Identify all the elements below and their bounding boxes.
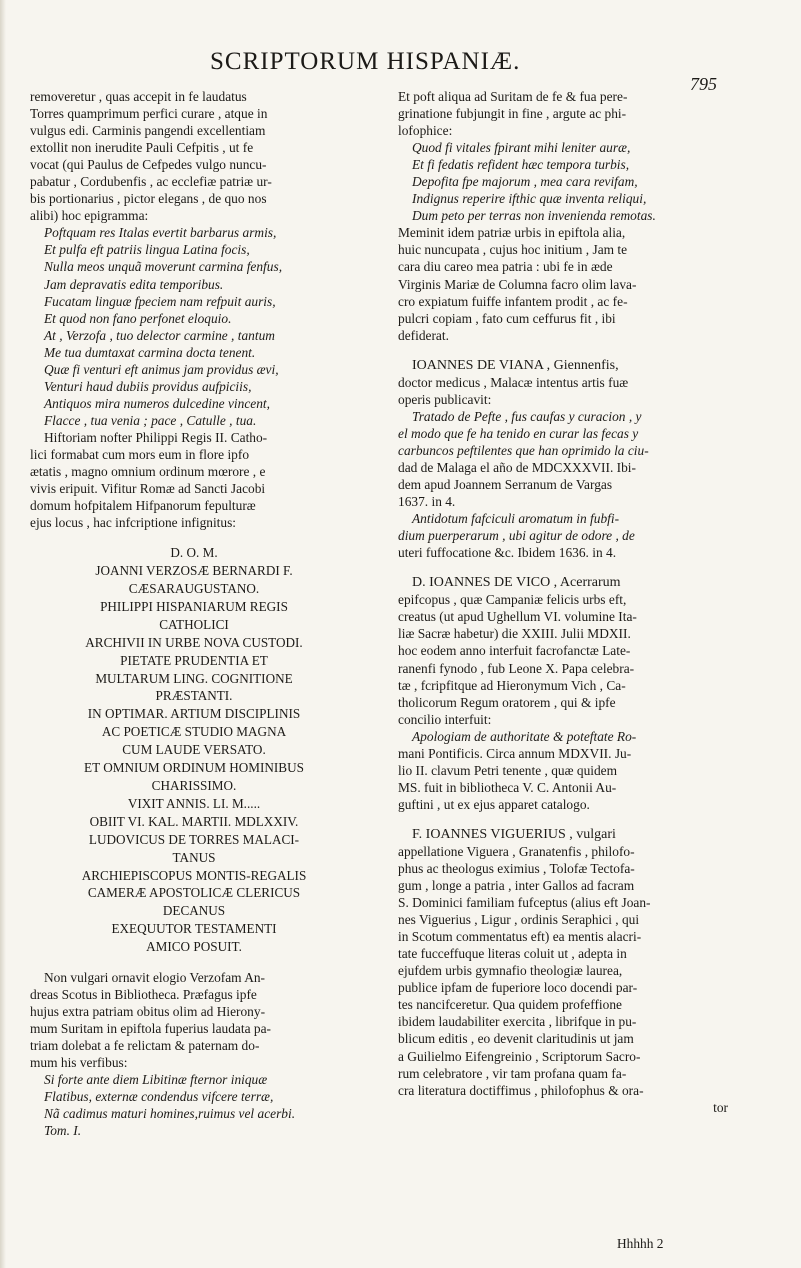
text-line: S. Dominici familiam fufceptus (alius eft Joan- [398,895,651,911]
text-line: publice ipfam de fuperiore loco docendi par- [398,980,638,996]
text-line: ejus locus , hac infcriptione infignitus: [30,515,237,531]
text-line: hujus extra patriam obitus olim ad Hierony- [30,1004,266,1020]
verse-line: Nã cadimus maturi homines,ruimus vel acerbi. [44,1106,296,1122]
paragraph [30,429,358,531]
text-line: Torres quamprimum perfici curare , atque in [30,106,268,122]
catchword: tor [713,1099,728,1115]
text-line: doctor medicus , Malacæ intentus artis fuæ [398,374,629,390]
running-title: SCRIPTORUM HISPANIÆ. [210,48,521,75]
text-line: ejufdem urbis gymnafio theologiæ laurea, [398,963,623,979]
entry-heading: IOANNES DE VIANA , Giennenfis, [412,357,619,373]
inscription-line: DECANUS [162,903,226,919]
text-line: epifcopus , quæ Campaniæ felicis urbs eft, [398,592,627,608]
inscription-line: ARCHIEPISCOPUS MONTIS-REGALIS [81,867,307,883]
verse-line: Antiquos mira numeros dulcedine vincent, [44,395,270,411]
text-line: tate fucceffuque literas coluit ut , adepta in [398,946,627,962]
text-line: lio II. clavum Petri tenente , quæ quidem [398,762,618,778]
text-line: defiderat. [398,327,449,343]
text-line: tæ , fcripfitque ad Hieronymum Vich , Ca- [398,677,626,693]
verse-line: Et quod non fano perfonet eloquio. [44,310,232,326]
text-line: nes Viguerius , Ligur , ordinis Seraphici , qui [398,912,640,928]
text-line: pulcri copiam , fato cum ceffurus fit , ibi [398,310,616,326]
verse-line: Et fi fedatis refident hæc tempora turbis, [412,157,630,173]
inscription-line: CAMERÆ APOSTOLICÆ CLERICUS [87,885,301,901]
text-line: vocat (qui Paulus de Cefpedes vulgo nuncu- [30,157,267,173]
entry-heading: F. IOANNES VIGUERIUS , vulgari [412,826,616,842]
verse-line: Jam depravatis edita temporibus. [44,276,224,292]
verse-line: Venturi haud dubiis providus aufpiciis, [44,378,252,394]
entry-viguerius [398,826,728,1116]
text-line: pabatur , Cordubenfis , ac ecclefiæ patriæ ur- [30,174,272,190]
text-line: tes nancifceretur. Qua quidem profeffione [398,997,622,1013]
text-line: liæ Sacræ habetur) die XXIII. Julii MDXII. [398,626,631,642]
inscription-line: PRÆSTANTI. [155,688,233,704]
text-line: huic nuncupata , cujus hoc initium , Jam te [398,242,628,258]
poem [30,224,358,429]
inscription-line: MULTARUM LING. COGNITIONE [95,670,293,686]
text-line: operis publicavit: [398,391,492,407]
inscription-line: IN OPTIMAR. ARTIUM DISCIPLINIS [87,706,301,722]
text-line: blicum editis , eo devenit claritudinis ut jam [398,1031,634,1047]
scan-edge-shadow [0,0,6,1268]
inscription-line: ET OMNIUM ORDINUM HOMINIBUS [84,760,304,776]
paragraph [398,88,728,139]
text-line: dad de Malaga el año de MDCXXXVII. Ibi- [398,459,636,475]
text-line: mum Suritam in epiftola fuperius laudata pa- [30,1021,271,1037]
text-line: mum his verfibus: [30,1055,128,1071]
text-line: vulgus edi. Carminis pangendi excellentiam [30,123,266,139]
text-line: Meminit idem patriæ urbis in epiftola alia, [398,225,626,241]
text-line: concilio interfuit: [398,711,492,727]
entry-vico [398,574,728,813]
text-line: phus ac theologus eximius , Tolofæ Tectofa- [398,861,635,877]
text-line: cra literatura doctiffimus , philofophus & ora- [398,1082,644,1098]
text-line: cro expiatum fuiffe infantem prodit , ac fe- [398,293,628,309]
text-line: ibidem laudabiliter exercita , librifque in pu- [398,1014,637,1030]
verse-line: Nulla meos unquã moverunt carmina fenfus, [44,259,283,275]
text-line: creatus (ut apud Ughellum VI. volumine Ita- [398,609,637,625]
text-line: a Guilielmo Eifengreinio , Scriptorum Sacro- [398,1048,641,1064]
inscription-line: CATHOLICI [159,616,229,632]
inscription-line: AMICO POSUIT. [146,939,242,955]
left-column [30,88,358,1140]
inscription-line: CUM LAUDE VERSATO. [122,742,266,758]
text-line: grinatione fubjungit in fine , argute ac phi- [398,106,627,122]
text-line: lofophice: [398,123,453,139]
poem [398,139,728,224]
text-line: removeretur , quas accepit in fe laudatus [30,89,247,104]
text-line: guftini , ut ex ejus apparet catalogo. [398,796,590,812]
paragraph [30,969,358,1071]
verse-line: Depofita fpe majorum , mea cara revifam, [412,174,638,190]
book-title-line: Tratado de Pefte , fus caufas y curacion , y [412,408,642,424]
verse-line: Indignus reperire ifthic quæ inventa reliqui, [412,191,647,207]
inscription-line: CÆSARAUGUSTANO. [128,581,260,597]
text-line: 1637. in 4. [398,494,456,510]
inscription-line: CHARISSIMO. [151,778,237,793]
inscription-line: AC POETICÆ STUDIO MAGNA [101,724,287,740]
text-line: tholicorum Regum oratorem , qui & ipfe [398,694,616,710]
verse-line: Me tua dumtaxat carmina docta tenent. [44,344,256,360]
verse-line: Flatibus, externæ condendus vifcere terræ, [44,1089,274,1105]
page-number: 795 [690,74,717,94]
verse-line: Dum peto per terras non invenienda remotas. [412,208,656,224]
text-line: dreas Scotus in Bibliotheca. Præfagus ipfe [30,987,257,1003]
right-column [398,88,728,1116]
entry-heading: D. IOANNES DE VICO , Acerrarum [412,575,621,591]
verse-line: Quod fi vitales fpirant mihi leniter auræ, [412,140,631,156]
text-line: Virginis Mariæ de Columna facro olim lava- [398,276,637,292]
verse-line: Fucatam linguæ fpeciem nam refpuit auris, [44,293,276,309]
text-line: Et poft aliqua ad Suritam de fe & fua pere- [398,89,628,104]
signature-mark: Hhhhh 2 [617,1236,664,1251]
text-line: hoc eodem anno interfuit facrofanctæ Late- [398,643,631,659]
text-line: ranenfi fynodo , fub Leone X. Papa celebra- [398,660,635,676]
text-line: domum hofpitalem Hifpanorum fepulturæ [30,498,256,514]
running-header [0,48,801,94]
inscription-line: OBIIT VI. KAL. MARTII. MDLXXIV. [89,813,299,829]
inscription-line: PHILIPPI HISPANIARUM REGIS [100,598,288,614]
text-line: triam dolebat a fe relictam & paternam do- [30,1038,260,1054]
inscription-line: JOANNI VERZOSÆ BERNARDI F. [95,563,293,579]
text-line: lici formabat cum mors eum in flore ipfo [30,446,250,462]
text-line: alibi) hoc epigramma: [30,208,149,224]
paragraph [398,224,728,343]
text-line: MS. fuit in bibliotheca V. C. Antonii Au- [398,779,617,795]
text-line: in Scotum commentatus eft) ea mentis alacri- [398,929,642,945]
inscription-line: TANUS [172,849,216,865]
text-line: appellatione Viguera , Granatenfis , philofo- [398,843,635,859]
book-title-line: Apologiam de authoritate & poteftate Ro- [412,728,637,744]
paragraph [30,88,358,224]
inscription-line: D. O. M. [170,545,218,561]
text-line: ætatis , magno omnium ordinum mœrore , e [30,464,266,480]
epitaph-inscription [30,544,358,956]
inscription-line: LUDOVICUS DE TORRES MALACI- [88,831,300,847]
book-title-line: el modo que fe ha tenido en curar las fecas y [398,425,639,441]
inscription-line: PIETATE PRUDENTIA ET [120,652,268,668]
inscription-line: VIXIT ANNIS. LI. M..... [127,795,261,811]
volume-mark: Tom. I. [44,1123,82,1139]
inscription-line: EXEQUUTOR TESTAMENTI [111,921,277,937]
verse-line: Poftquam res Italas evertit barbarus armis, [44,225,277,241]
book-title-line: dium puerperarum , ubi agitur de odore , de [398,528,635,544]
text-line: uteri fuffocatione &c. Ibidem 1636. in 4. [398,545,617,561]
text-line: rum celebratore , vir tam profana quam fa- [398,1065,627,1081]
text-line: Non vulgari ornavit elogio Verzofam An- [44,970,266,986]
text-line: cara diu careo mea patria : ubi fe in æde [398,259,613,275]
text-line: vivis eripuit. Vifitur Romæ ad Sancti Jacobi [30,481,266,497]
entry-viana [398,357,728,562]
book-title-line: Antidotum fafciculi aromatum in fubfi- [412,511,620,527]
text-line: mani Pontificis. Circa annum MDXVII. Ju- [398,745,632,761]
text-line: gum , longe a patria , inter Gallos ad facram [398,878,635,894]
verse-line: At , Verzofa , tuo delector carmine , tantum [44,327,275,343]
text-line: Hiftoriam nofter Philippi Regis II. Catho- [44,429,268,445]
text-line: dem apud Joannem Serranum de Vargas [398,477,613,493]
book-title-line: carbuncos peftilentes que han oprimido la ciu- [398,442,649,458]
verse-line: Si forte ante diem Libitinæ fternor iniquæ [44,1072,268,1088]
text-line: bis portionarius , pictor elegans , de quo nos [30,191,267,207]
verse-line: Quæ fi venturi eft animus jam providus ævi, [44,361,279,377]
text-line: extollit non inerudite Pauli Cefpitis , ut fe [30,140,254,156]
verse-line: Flacce , tua venia ; pace , Catulle , tua. [44,412,257,428]
inscription-line: ARCHIVII IN URBE NOVA CUSTODI. [85,634,303,650]
verse-line: Et pulfa eft patriis lingua Latina focis, [44,242,250,258]
poem [30,1071,358,1122]
